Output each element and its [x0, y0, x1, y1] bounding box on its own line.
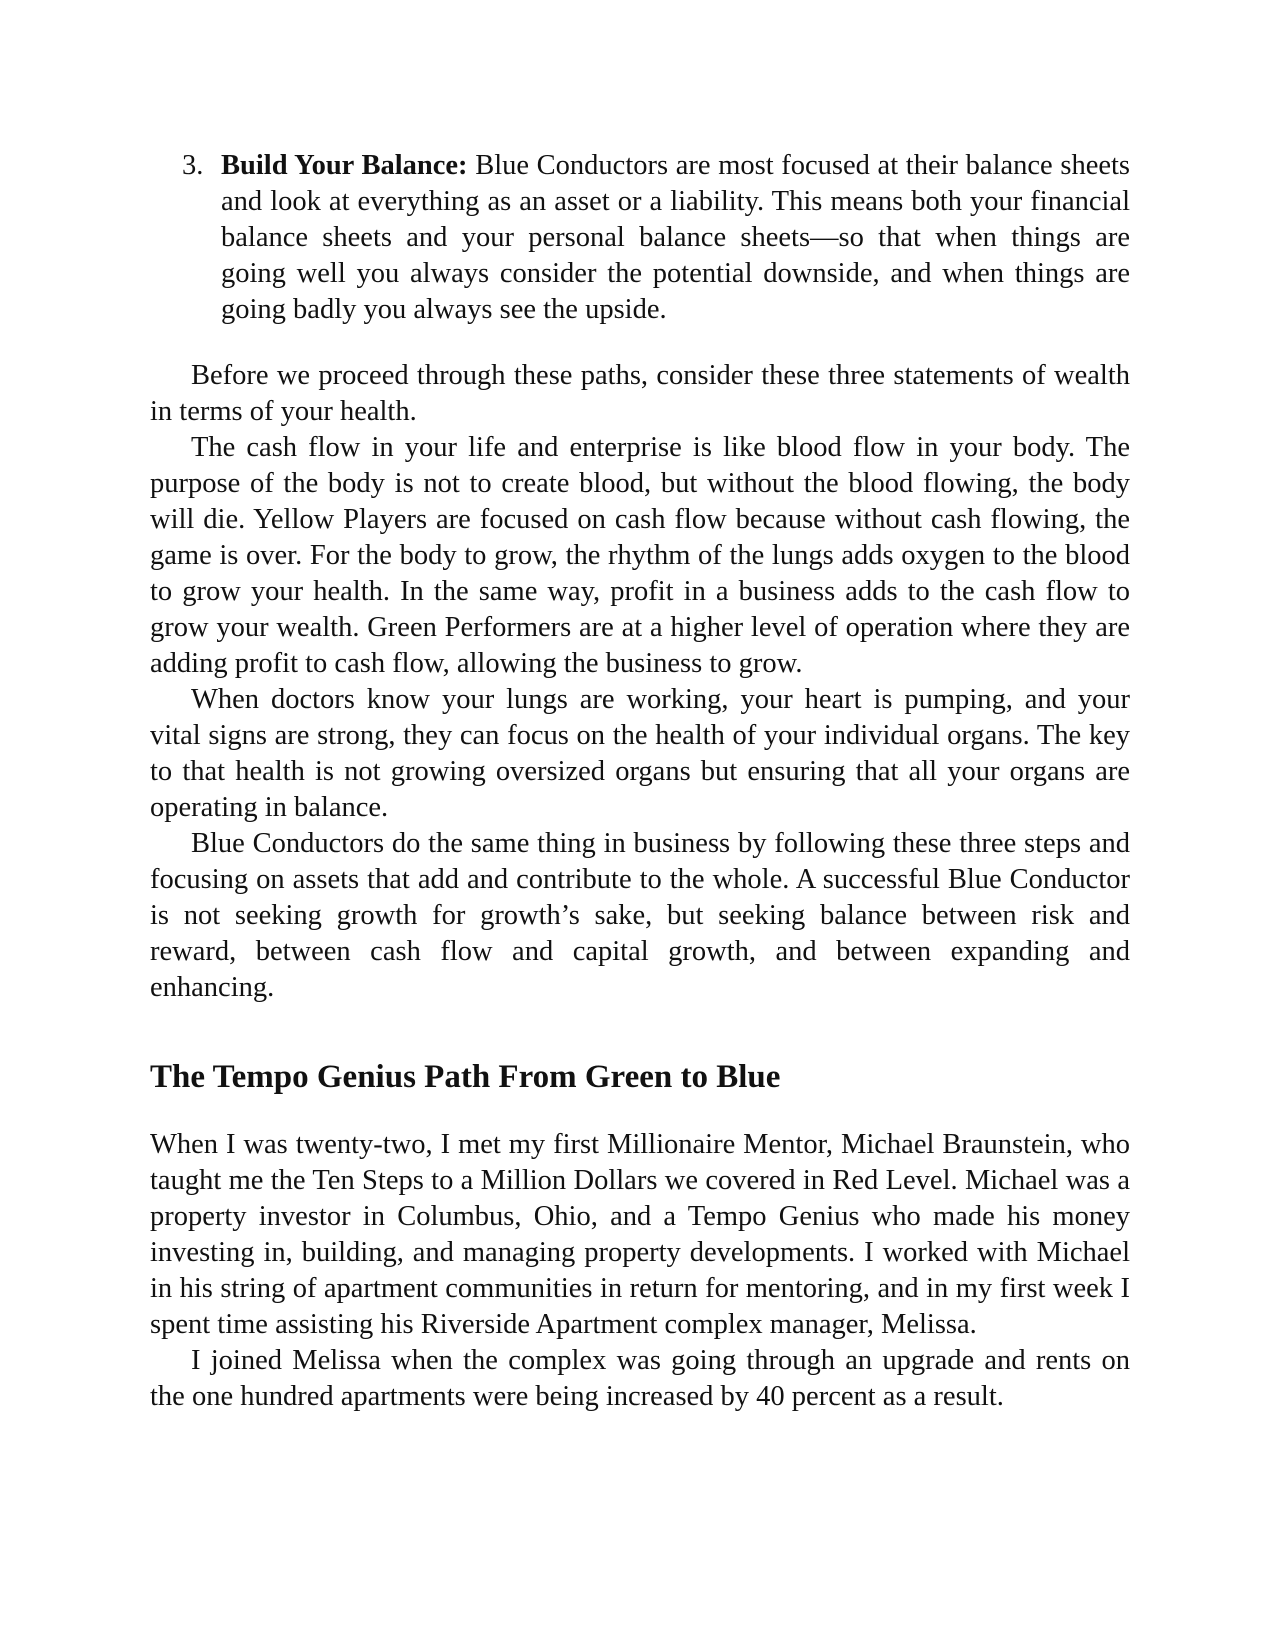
body-paragraph: Blue Conductors do the same thing in business by following these three steps and focusing on assets that add and contribute to the whole. A successful Blue Conductor is not seeking growth for growth’s sake, but seeking balance between risk and reward, between cash flow and capital growth, and between expanding and enhancing. — [150, 828, 1130, 1003]
body-paragraph: The cash flow in your life and enterprise is like blood flow in your body. The purpose of the body is not to create blood, but without the blood flowing, the body will die. Yellow Players are focused on cash flow because without cash flowing, the game is over. For the body to grow, the rhythm of the lungs adds oxygen to the blood to grow your health. In the same way, profit in a business adds to the cash flow to grow your wealth. Green Performers are at a higher level of operation where they are adding profit to cash flow, allowing the business to grow. — [150, 432, 1130, 679]
list-number: 3. — [182, 150, 204, 181]
section-heading: The Tempo Genius Path From Green to Blue — [150, 1059, 781, 1095]
section-paragraph: When I was twenty-two, I met my first Millionaire Mentor, Michael Braunstein, who taught me the Ten Steps to a Million Dollars we covered in Red Level. Michael was a property investor in Columbus, Ohio, and a Tempo Genius who made his money investing in, building, and managing property developments. I worked with Michael in his string of apartment communities in return for mentoring, and in my first week I spent time assisting his Riverside Apartment complex manager, Melissa. — [150, 1129, 1130, 1340]
document-page — [150, 148, 1130, 1415]
spacer — [150, 328, 1130, 358]
list-item-lead: Build Your Balance: — [221, 150, 468, 181]
body-paragraph: When doctors know your lungs are working, your heart is pumping, and your vital signs are strong, they can focus on the health of your individual organs. The key to that health is not growing oversized organs but ensuring that all your organs are operating in balance. — [150, 684, 1130, 823]
list-item-text: Blue Conductors are most focused at their balance sheets and look at everything as an asset or a liability. This means both your financial balance sheets and your personal balance sheets—so that when things are going well you always consider the potential downside, and when things are going badly you always see the upside. — [221, 150, 1130, 325]
numbered-list-item — [150, 148, 1130, 328]
section-paragraph: I joined Melissa when the complex was going through an upgrade and rents on the one hundred apartments were being increased by 40 percent as a result. — [150, 1345, 1130, 1412]
body-paragraph: Before we proceed through these paths, consider these three statements of wealth in terms of your health. — [150, 360, 1130, 427]
